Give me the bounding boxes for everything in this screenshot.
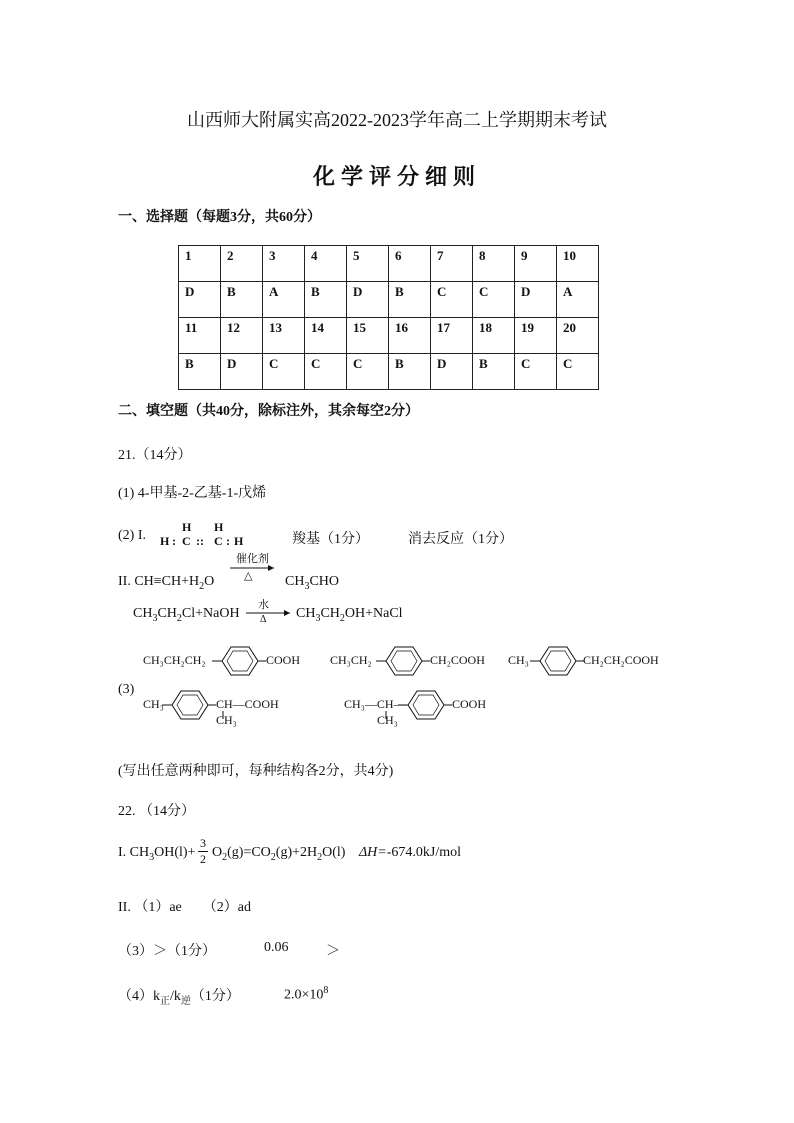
answer-table-row xyxy=(179,318,599,354)
structure1-right: COOH xyxy=(266,653,301,667)
answer-cell: C xyxy=(347,354,389,390)
structure5-left: CH₃—CH— xyxy=(344,697,406,711)
question-number-cell: 3 xyxy=(263,246,305,282)
answer-table-row xyxy=(179,246,599,282)
structure4-branch: CH₃ xyxy=(216,713,237,727)
question-number-cell: 17 xyxy=(431,318,473,354)
answer-cell: B xyxy=(305,282,347,318)
structure1-left: CH₃CH₂CH₂ xyxy=(143,653,206,667)
question-number-cell: 11 xyxy=(179,318,221,354)
answer-cell: B xyxy=(179,354,221,390)
q22-label: 22. （14分） xyxy=(118,804,195,819)
fraction-3-2: 3 2 xyxy=(200,836,206,866)
ethylene-electron-formula: H H H : C :: C : H xyxy=(160,520,244,548)
eq1-reaction-arrow: 催化剂 △ xyxy=(230,550,276,584)
answer-cell: B xyxy=(389,354,431,390)
section1-heading: 一、选择题（每题3分，共60分） xyxy=(118,210,321,225)
answer-cell: D xyxy=(221,354,263,390)
benzene-ring-icon xyxy=(212,645,266,677)
answer-cell: C xyxy=(473,282,515,318)
structure2-left: CH₃CH₂ xyxy=(330,653,372,667)
section2-heading: 二、填空题（共40分，除标注外，其余每空2分） xyxy=(118,404,419,419)
question-number-cell: 18 xyxy=(473,318,515,354)
answer-cell: C xyxy=(263,354,305,390)
q22-thermo-equation: I. $CH_3OH(l)+$ xyxy=(118,845,196,863)
answer-cell: B xyxy=(221,282,263,318)
q21-part2-II-prefix: II. $CH\equiv CH+H_2O$ xyxy=(118,574,215,592)
structure4-left: CH₃ xyxy=(143,697,164,711)
structure3-right: CH₂CH₂COOH xyxy=(583,653,659,667)
q22-part4-value: $2.0\times 10^8$ xyxy=(284,985,329,1003)
answer-cell: B xyxy=(473,354,515,390)
answer-cell: B xyxy=(389,282,431,318)
q21-part1: (1) 4-甲基-2-乙基-1-戊烯 xyxy=(118,486,267,501)
q21-part3-prefix: (3) xyxy=(118,682,135,697)
eq2-reactants: $CH_3CH_2Cl+NaOH$ xyxy=(133,606,240,624)
answer-cell: D xyxy=(347,282,389,318)
question-number-cell: 5 xyxy=(347,246,389,282)
question-number-cell: 1 xyxy=(179,246,221,282)
benzene-ring-icon xyxy=(376,645,430,677)
question-number-cell: 9 xyxy=(515,246,557,282)
answer-table xyxy=(178,245,599,390)
structure2-right: CH₂COOH xyxy=(430,653,485,667)
q22-part3-compare: ＞ xyxy=(326,944,340,959)
q21-note: (写出任意两种即可，每种结构各2分，共4分) xyxy=(118,764,394,779)
eq2-reaction-arrow: 水 Δ xyxy=(246,596,292,630)
answer-cell: D xyxy=(431,354,473,390)
question-number-cell: 13 xyxy=(263,318,305,354)
benzene-ring-icon xyxy=(162,689,216,721)
answer-cell: A xyxy=(263,282,305,318)
q22-part4: $(4)k_正/k_逆(1$分） xyxy=(118,989,240,1007)
answer-cell: C xyxy=(557,354,599,390)
answer-table-row xyxy=(179,354,599,390)
answer-cell: A xyxy=(557,282,599,318)
question-number-cell: 19 xyxy=(515,318,557,354)
question-number-cell: 10 xyxy=(557,246,599,282)
q22-part-II: II. （1）ae （2）ad xyxy=(118,900,251,915)
answer-cell: C xyxy=(515,354,557,390)
answer-cell: C xyxy=(431,282,473,318)
answer-cell: D xyxy=(515,282,557,318)
q21-part2-prefix: (2) I. xyxy=(118,528,146,543)
question-number-cell: 14 xyxy=(305,318,347,354)
question-number-cell: 7 xyxy=(431,246,473,282)
answer-cell: C xyxy=(305,354,347,390)
document-title: 山西师大附属实高2022-2023学年高二上学期期末考试 xyxy=(187,110,607,130)
document-subtitle: 化学评分细则 xyxy=(312,164,481,189)
eq1-product: $CH_3CHO$ xyxy=(285,574,340,592)
structure5-branch: CH₃ xyxy=(377,713,398,727)
question-number-cell: 15 xyxy=(347,318,389,354)
structure3-left: CH₃ xyxy=(508,653,529,667)
structure4-right: CH—COOH xyxy=(216,697,279,711)
eq2-products: $CH_3CH_2OH+NaCl$ xyxy=(296,606,403,624)
answer-table-row xyxy=(179,282,599,318)
question-number-cell: 16 xyxy=(389,318,431,354)
question-number-cell: 12 xyxy=(221,318,263,354)
benzene-ring-icon xyxy=(530,645,584,677)
benzene-ring-icon xyxy=(398,689,452,721)
q22-part3: （3）＞（1分） xyxy=(118,944,216,959)
structure5-right: COOH xyxy=(452,697,487,711)
q21-label: 21.（14分） xyxy=(118,448,192,463)
question-number-cell: 2 xyxy=(221,246,263,282)
question-number-cell: 6 xyxy=(389,246,431,282)
q21-functional-group: 羧基（1分） xyxy=(292,532,369,547)
q21-reaction-type: 消去反应（1分） xyxy=(408,532,513,547)
q22-part3-value: 0.06 xyxy=(264,940,289,955)
q22-thermo-equation-rest: $O_2(g)=CO_2(g)+2H_2O(l)$ ΔH=-674.0kJ/mol xyxy=(212,845,462,863)
answer-cell: D xyxy=(179,282,221,318)
question-number-cell: 4 xyxy=(305,246,347,282)
question-number-cell: 8 xyxy=(473,246,515,282)
question-number-cell: 20 xyxy=(557,318,599,354)
